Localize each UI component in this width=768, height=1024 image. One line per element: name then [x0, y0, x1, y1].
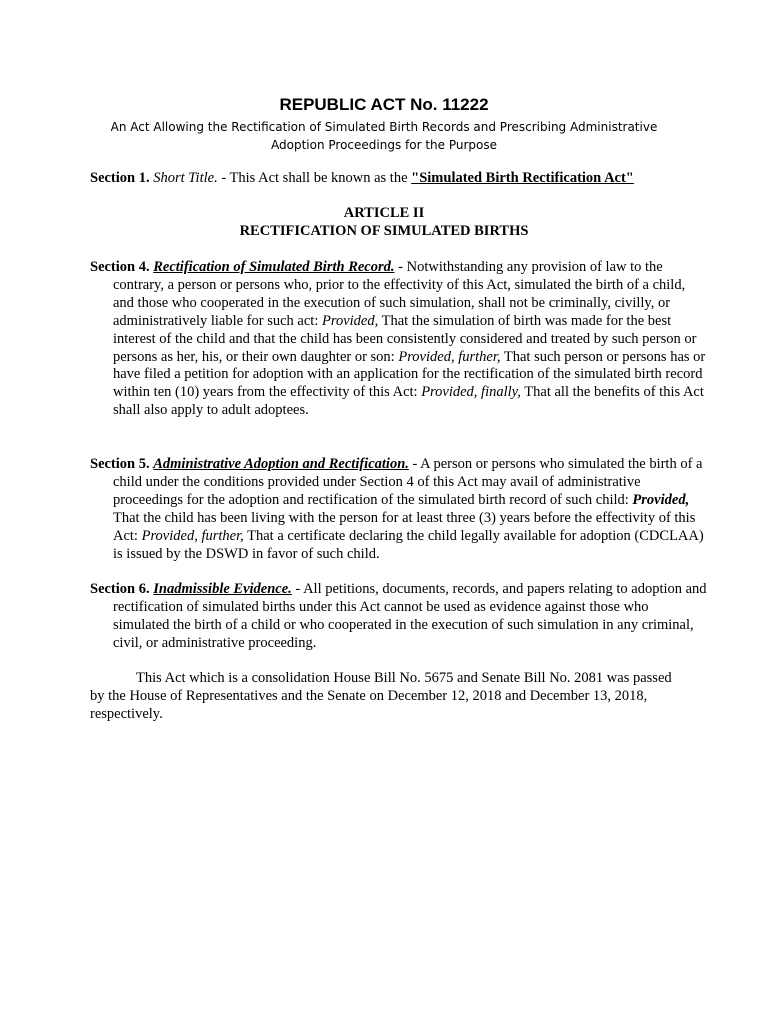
section-6-label: Section 6.: [90, 581, 150, 597]
section-6-text: - All petitions, documents, records, and papers relating to adoption and rectification of simulated births under this Act cannot be used as evidence against those who simulated the birth of a child or who cooperated in the execution of such simulation in any criminal, civil, or administrative proceeding.: [113, 581, 707, 651]
section-4-text-a: - Notwithstanding any provision of law to the contrary, a person or persons who, prior to the effectivity of this Act, simulated the birth of a child, and those who cooperated in the execution of such simulation, shall not be criminally, civilly, or administratively liable for such act:: [113, 259, 686, 329]
article-number: ARTICLE II: [343, 205, 425, 221]
section-5-text-b: That the child has been living with the person for at least three (3) years before the effectivity of this Act:: [113, 509, 696, 544]
section-4-text-c: That such person or persons has or have filed a petition for adoption with an application for the rectification of the simulated birth record within ten (10) years from the effectivity of this Act:: [113, 348, 706, 401]
section-4-text-b: That the simulation of birth was made for the best interest of the child and that the child has been consistently considered and treated by such person or persons as her, his, or their own daughter or son:: [113, 312, 697, 365]
section-4-heading: Rectification of Simulated Birth Record.: [153, 259, 395, 275]
section-4-label: Section 4.: [90, 259, 150, 275]
section-5-heading: Administrative Adoption and Rectification.: [153, 456, 409, 472]
article-title: RECTIFICATION OF SIMULATED BIRTHS: [239, 223, 529, 239]
section-4: [90, 259, 708, 420]
section-6-heading: Inadmissible Evidence.: [153, 581, 292, 597]
section-1-heading: Short Title.: [153, 170, 218, 186]
section-1-label: Section 1.: [90, 170, 150, 186]
section-5: [90, 456, 708, 563]
section-5-label: Section 5.: [90, 456, 150, 472]
section-1: [90, 170, 685, 188]
section-6: [90, 581, 708, 653]
section-5-proviso-2: Provided, further,: [141, 527, 244, 544]
section-5-text-a: - A person or persons who simulated the birth of a child under the conditions provided under Section 4 of this Act may avail of administrative proceedings for the adoption and rectification of the simulated birth record of such child:: [113, 456, 703, 508]
section-5-proviso-1: Provided,: [632, 491, 690, 508]
section-5-text-c: That a certificate declaring the child legally available for adoption (CDCLAA) is issued by the DSWD in favor of such child.: [113, 527, 704, 562]
act-short-title: "Simulated Birth Rectification Act": [411, 170, 634, 186]
document-title: REPUBLIC ACT No. 11222: [279, 95, 489, 114]
section-4-text-d: That all the benefits of this Act shall also apply to adult adoptees.: [113, 384, 704, 419]
document-subtitle: An Act Allowing the Rectification of Simulated Birth Records and Prescribing Administrative Adoption Proceedings for the Purpose: [110, 120, 658, 152]
section-4-proviso-1: Provided,: [321, 312, 379, 329]
section-4-proviso-3: Provided, finally,: [421, 384, 521, 401]
closing-paragraph: This Act which is a consolidation House Bill No. 5675 and Senate Bill No. 2081 was passed by the House of Representatives and the Senate on December 12, 2018 and December 13, 2018, respectively.: [90, 670, 672, 722]
section-4-proviso-2: Provided, further,: [398, 348, 501, 365]
section-1-text: - This Act shall be known as the: [217, 170, 412, 186]
